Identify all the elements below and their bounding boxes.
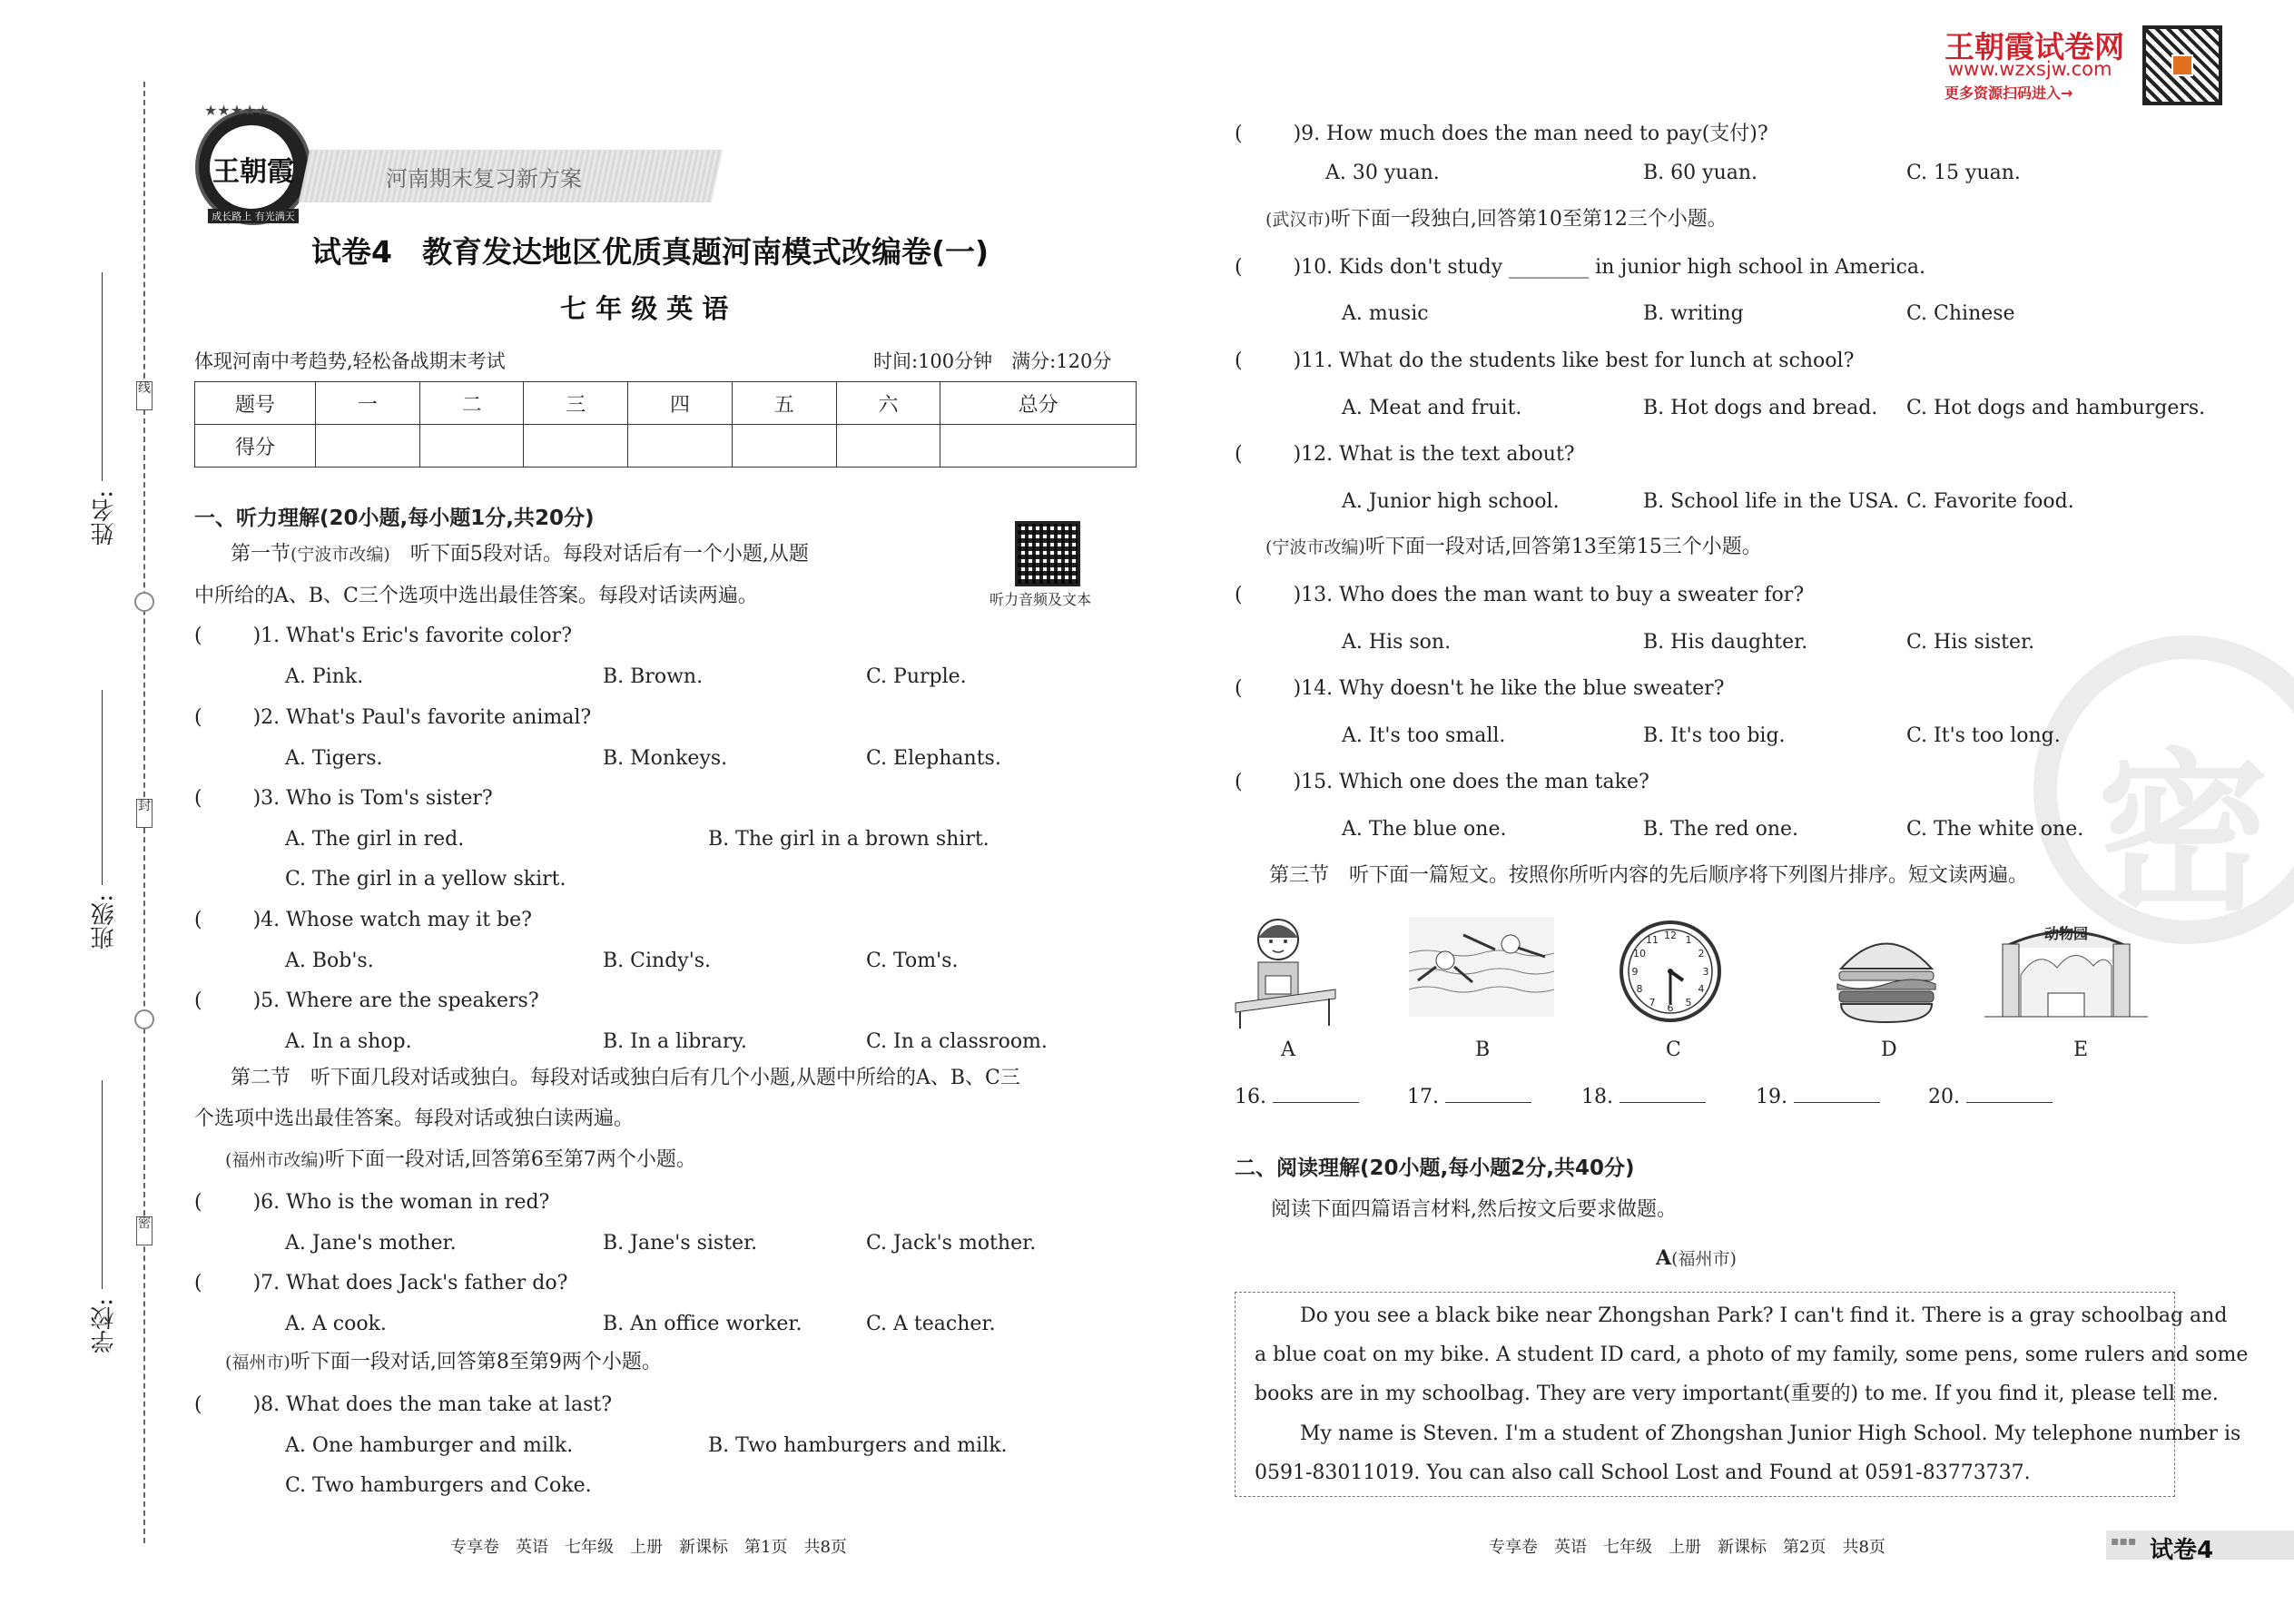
score-table-score-row [195,425,1137,468]
picture-e-zoo-gate [1984,911,2148,1020]
option-a: A. The girl in red. [285,828,465,851]
name-field[interactable] [102,272,103,481]
option-c: C. Elephants. [866,747,1001,770]
answer-line[interactable] [1620,1084,1706,1103]
question-text: )2. What's Paul's favorite animal? [252,706,592,729]
question-3: ( )3. Who is Tom's sister? [194,787,493,810]
answer-line[interactable] [1273,1084,1359,1103]
logo-badge [195,109,311,225]
part1-intro-cont: 中所给的A、B、C三个选项中选出最佳答案。每段对话读两遍。 [194,585,758,607]
option-a: A. In a shop. [285,1030,412,1053]
score-header-cell: 三 [524,382,628,425]
svg-text:7: 7 [1649,997,1656,1009]
footer-tag: 试卷4 [2150,1537,2214,1564]
score-row-label: 得分 [195,425,316,468]
option-b: B. Brown. [603,665,704,688]
option-c: C. The girl in a yellow skirt. [285,868,566,891]
source-city: (宁波市改编) [1265,537,1365,557]
score-header-cell: 六 [836,382,940,425]
svg-text:3: 3 [1702,966,1709,978]
option-c: C. Jack's mother. [866,1232,1037,1255]
time-score: 时间:100分钟 满分:120分 [873,350,1112,372]
option-b: B. His daughter. [1643,631,1808,654]
option-b: B. School life in the USA. [1643,490,1900,513]
option-a: A. It's too small. [1342,724,1506,747]
option-b: B. It's too big. [1643,724,1786,747]
part1-source: (宁波市改编) [290,545,390,565]
section2-intro: 阅读下面四篇语言材料,然后按文后要求做题。 [1271,1198,1677,1221]
question-6: ( )6. Who is the woman in red? [194,1191,550,1214]
passage-line: a blue coat on my bike. A student ID card, a photo of my family, some pens, some rulers and some [1255,1343,2249,1366]
score-cell[interactable] [940,425,1137,468]
section1-title: 一、听力理解(20小题,每小题1分,共20分) [194,507,595,530]
picture-label-c: C [1666,1038,1681,1061]
score-table [194,381,1137,468]
score-header-cell: 四 [628,382,733,425]
logo-stars: ★★★★★ [204,102,270,119]
source-instruction: 听下面一段对话,回答第6至第7两个小题。 [324,1148,696,1171]
option-c: C. His sister. [1906,631,2035,654]
blank-17[interactable] [1407,1084,1531,1108]
picture-d-hamburger [1832,928,1941,1028]
svg-text:2: 2 [1698,948,1705,960]
blank-16[interactable] [1235,1084,1359,1108]
svg-text:9: 9 [1631,966,1639,978]
score-cell[interactable] [732,425,836,468]
question-text: )10. Kids don't study ________ in junior high school in America. [1293,256,1926,279]
passage-line: My name is Steven. I'm a student of Zhongshan Junior High School. My telephone number is [1300,1422,2241,1445]
blank-20[interactable] [1928,1084,2053,1108]
watermark-seal: 密 [2033,635,2294,944]
series-title: 河南期末复习新方案 [386,166,582,192]
paper-title: 试卷4 教育发达地区优质真题河南模式改编卷(一) [311,234,989,270]
svg-text:10: 10 [1633,948,1646,960]
option-a: A. Meat and fruit. [1342,397,1522,419]
section2-title: 二、阅读理解(20小题,每小题2分,共40分) [1235,1156,1635,1180]
cut-mark-seal: 封 [136,799,153,828]
part2-intro: 第二节 听下面几段对话或独白。每段对话或独白后有几个小题,从题中所给的A、B、C三 [231,1067,1020,1089]
source-instruction: 听下面一段独白,回答第10至第12三个小题。 [1330,208,1728,231]
answer-line[interactable] [1966,1084,2053,1103]
option-c: C. Favorite food. [1906,490,2074,513]
option-c: C. A teacher. [866,1313,996,1335]
question-text: )8. What does the man take at last? [252,1393,613,1416]
score-header-cell: 五 [732,382,836,425]
passage-label: A [1656,1246,1672,1270]
source-note-10-12 [1265,206,1728,233]
question-text: )13. Who does the man want to buy a sweater for? [1293,584,1805,606]
part1-instruction: 听下面5段对话。每段对话后有一个小题,从题 [389,543,809,566]
brand-url[interactable]: www.wzxsjw.com [1948,58,2112,80]
option-b: B. Monkeys. [603,747,728,770]
blank-number: 19. [1756,1086,1787,1108]
logo-slogan: 成长路上 有光满天 [208,209,299,223]
brand-hint: 更多资源扫码进入→ [1944,84,2073,102]
score-header-cell: 一 [316,382,420,425]
question-text: )5. Where are the speakers? [252,989,539,1012]
option-a: A. Tigers. [285,747,383,770]
option-a: A. Bob's. [285,950,374,972]
option-a: A. Junior high school. [1342,490,1560,513]
footer-right: 专享卷 英语 七年级 上册 新课标 第2页 共8页 [1489,1538,1885,1557]
blank-number: 18. [1581,1086,1613,1108]
option-b: B. Hot dogs and bread. [1643,397,1878,419]
question-text: )6. Who is the woman in red? [252,1191,550,1214]
question-text: )12. What is the text about? [1293,443,1575,466]
question-text: )9. How much does the man need to pay(支付)? [1293,123,1768,145]
option-a: A. Pink. [285,665,364,688]
score-header-cell: 总分 [940,382,1137,425]
option-c: C. In a classroom. [866,1030,1048,1053]
binding-hole-1 [134,592,154,612]
score-table-header-row [195,382,1137,425]
option-c: C. Tom's. [866,950,959,972]
score-cell[interactable] [628,425,733,468]
option-c: C. Purple. [866,665,967,688]
question-5: ( )5. Where are the speakers? [194,989,539,1012]
source-city: (福州市改编) [225,1150,325,1170]
picture-label-e: E [2073,1038,2089,1061]
option-b: B. 60 yuan. [1643,162,1758,184]
option-b: B. writing [1643,302,1744,325]
option-b: B. An office worker. [603,1313,802,1335]
part1-intro [231,541,809,568]
question-text: )4. Whose watch may it be? [252,909,532,931]
passage-source: (福州市) [1671,1249,1737,1269]
picture-label-d: D [1881,1038,1897,1061]
option-b: B. Cindy's. [603,950,712,972]
svg-text:11: 11 [1646,934,1659,946]
binding-hole-2 [134,1009,154,1029]
question-12: ( )12. What is the text about? [1235,443,1575,466]
picture-c-clock [1616,917,1725,1026]
answer-line[interactable] [1445,1084,1531,1103]
question-7: ( )7. What does Jack's father do? [194,1272,568,1294]
qr-code-audio[interactable] [1015,521,1080,586]
blank-number: 20. [1928,1086,1960,1108]
school-field[interactable] [102,1080,103,1289]
logo-text: 王朝霞 [212,156,294,188]
source-city: (福州市) [225,1353,290,1373]
part3-intro: 第三节 听下面一篇短文。按照你所听内容的先后顺序将下列图片排序。短文读两遍。 [1269,864,2029,887]
question-4: ( )4. Whose watch may it be? [194,909,532,931]
tagline: 体现河南中考趋势,轻松备战期末考试 [194,350,506,372]
score-cell[interactable] [836,425,940,468]
option-c: C. Hot dogs and hamburgers. [1906,397,2206,419]
picture-label-a: A [1281,1038,1295,1061]
source-instruction: 听下面一段对话,回答第8至第9两个小题。 [290,1351,662,1373]
option-b: B. Jane's sister. [603,1232,758,1255]
question-10: ( )10. Kids don't study ________ in junior high school in America. [1235,256,1926,279]
question-text: )11. What do the students like best for lunch at school? [1293,349,1855,372]
class-label: 班级: [91,894,118,950]
picture-label-b: B [1475,1038,1491,1061]
svg-text:4: 4 [1698,983,1705,995]
school-label: 学校: [91,1298,118,1353]
passage-line: Do you see a black bike near Zhongshan Park? I can't find it. There is a gray schoolbag and [1300,1304,2228,1327]
subject-title: 七 年 级 英 语 [560,293,729,324]
qr-code-brand[interactable] [2142,25,2222,105]
option-a: A. One hamburger and milk. [285,1434,574,1457]
svg-text:1: 1 [1685,934,1692,946]
option-c: C. It's too long. [1906,724,2061,747]
question-14: ( )14. Why doesn't he like the blue sweater? [1235,677,1725,700]
option-c: C. Chinese [1906,302,2015,325]
question-1: ( )1. What's Eric's favorite color? [194,625,572,647]
option-a: A. His son. [1342,631,1452,654]
question-text: )3. Who is Tom's sister? [252,787,493,810]
source-note-8-9 [225,1349,662,1376]
question-15: ( )15. Which one does the man take? [1235,771,1649,793]
brand-name: 王朝霞试卷网 [1944,29,2124,64]
option-c: C. The white one. [1906,818,2084,841]
footer-tag-dots: ▪▪▪ [2111,1534,2137,1549]
blank-number: 16. [1235,1086,1266,1108]
picture-a-girl-reading [1231,912,1340,1030]
source-instruction: 听下面一段对话,回答第13至第15三个小题。 [1364,536,1762,558]
option-c: C. Two hamburgers and Coke. [285,1474,592,1497]
svg-text:6: 6 [1667,1002,1674,1014]
name-label: 姓名: [91,490,118,546]
qr-caption: 听力音频及文本 [989,591,1092,608]
source-note-13-15 [1265,534,1762,561]
option-a: A. Jane's mother. [285,1232,457,1255]
score-header-cell: 题号 [195,382,316,425]
svg-text:8: 8 [1636,983,1643,995]
option-a: A. 30 yuan. [1325,162,1440,184]
blank-number: 17. [1407,1086,1439,1108]
part2-intro-cont: 个选项中选出最佳答案。每段对话或独白读两遍。 [194,1107,635,1130]
passage-a-heading [1656,1245,1737,1270]
cut-mark-line: 线 [136,381,153,410]
score-cell[interactable] [419,425,524,468]
source-city: (武汉市) [1265,210,1331,230]
zoo-sign: 动物园 [2043,925,2089,942]
question-text: )15. Which one does the man take? [1293,771,1649,793]
option-c: C. 15 yuan. [1906,162,2021,184]
picture-b-swimming [1409,917,1554,1017]
option-b: B. The red one. [1643,818,1799,841]
option-b: B. Two hamburgers and milk. [708,1434,1008,1457]
option-b: B. In a library. [603,1030,747,1053]
blank-19[interactable] [1756,1084,1880,1108]
question-8: ( )8. What does the man take at last? [194,1393,613,1416]
part1-label: 第一节 [231,543,291,566]
option-a: A. A cook. [285,1313,387,1335]
question-9: ( )9. How much does the man need to pay(支付)? [1235,123,1768,145]
class-field[interactable] [102,690,103,885]
option-b: B. The girl in a brown shirt. [708,828,989,851]
passage-line: 0591-83011019. You can also call School Lost and Found at 0591-83773737. [1255,1462,2031,1484]
blank-18[interactable] [1581,1084,1706,1108]
question-13: ( )13. Who does the man want to buy a sweater for? [1235,584,1805,606]
cut-mark-secret: 密 [136,1216,153,1245]
score-header-cell: 二 [419,382,524,425]
question-text: )1. What's Eric's favorite color? [252,625,572,647]
svg-text:5: 5 [1685,997,1692,1009]
question-11: ( )11. What do the students like best for lunch at school? [1235,349,1855,372]
option-a: A. The blue one. [1342,818,1507,841]
option-a: A. music [1342,302,1429,325]
question-text: )14. Why doesn't he like the blue sweater? [1293,677,1725,700]
passage-line: books are in my schoolbag. They are very important(重要的) to me. If you find it, please tell me. [1255,1383,2219,1405]
source-note-6-7 [225,1147,696,1174]
question-2: ( )2. What's Paul's favorite animal? [194,706,592,729]
answer-line[interactable] [1794,1084,1880,1103]
footer-left: 专享卷 英语 七年级 上册 新课标 第1页 共8页 [450,1538,847,1557]
question-text: )7. What does Jack's father do? [252,1272,568,1294]
svg-text:12: 12 [1664,930,1677,941]
score-cell[interactable] [316,425,420,468]
score-cell[interactable] [524,425,628,468]
